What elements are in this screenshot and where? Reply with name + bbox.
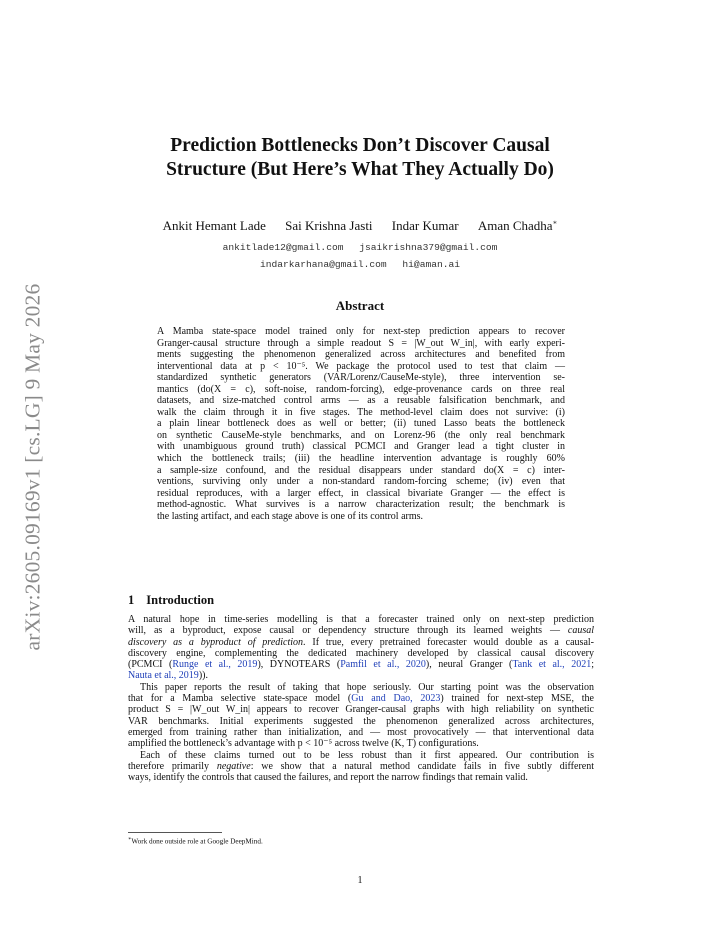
email-row <box>100 256 620 273</box>
paper-title <box>120 134 600 182</box>
paragraph-line <box>128 648 594 659</box>
paragraph-line <box>128 750 594 761</box>
abstract-line: with unambiguous ground truth) classical PCMCI and Granger lead a tight cluster in <box>157 441 565 453</box>
paragraph-line <box>128 693 594 704</box>
emphasis-text: causal <box>567 625 594 637</box>
text-run: ), neural Granger ( <box>425 659 513 671</box>
text-run: ways, identify the controls that caused the failures, and report the narrow findings that remain valid. <box>128 772 528 784</box>
footnote-mark: ∗ <box>128 837 132 842</box>
author-emails <box>100 239 620 273</box>
author-name: Indar Kumar <box>391 218 459 233</box>
abstract-line: standardized synthetic generators (VAR/Lorenz/CauseMe-style), three intervention se- <box>157 372 565 384</box>
footnote <box>128 836 263 845</box>
email-address[interactable]: ankitlade12@gmail.com <box>222 242 344 253</box>
text-run: ; <box>591 659 594 671</box>
abstract-line: a sample-size confound, and the residual disappears under standard do(X = c) inter- <box>157 464 565 476</box>
email-row <box>100 239 620 256</box>
paragraph-line <box>128 716 594 727</box>
text-run: product S = |W_out W_in| appears to recover Granger-causal graphs with high reliability on synthetic <box>128 704 594 716</box>
text-run: A natural hope in time-series modelling is that a forecaster trained only on next-step prediction <box>128 614 594 625</box>
citation-link[interactable]: Pamfil et al., 2020 <box>340 659 426 671</box>
abstract-line: a plain linear bottleneck does as well or better; (ii) tuned Lasso beats the bottleneck <box>157 418 565 430</box>
abstract-line: mantics (do(X = c), soft-noise, random-forcing), edge-provenance cards on three real <box>157 383 565 395</box>
abstract-body <box>157 326 565 522</box>
paragraph-line <box>128 659 594 670</box>
abstract-line: interventional data at p < 10⁻⁵. We package the protocol used to test that claim — <box>157 360 565 372</box>
citation-link[interactable]: Gu and Dao, 2023 <box>351 693 441 705</box>
emphasis-text: discovery as a byproduct of prediction <box>128 636 304 648</box>
text-run: (PCMCI ( <box>128 659 173 671</box>
citation-link[interactable]: Nauta et al., 2019 <box>128 670 199 682</box>
text-run: )). <box>198 670 208 682</box>
abstract-line: walk the claim through it in five stages. The method-level claim does not survive: (i) <box>157 406 565 418</box>
section-heading <box>128 593 214 608</box>
text-run: emerged from training rather than initialization, and — most provocatively — that interventional data <box>128 726 594 738</box>
abstract-line: A Mamba state-space model trained only for next-step prediction appears to recover <box>157 326 565 337</box>
text-run: This paper reports the result of taking that hope seriously. Our starting point was the observation <box>140 681 594 693</box>
text-run: ) trained for next-step MSE, the <box>440 693 595 705</box>
paragraph-line <box>128 637 594 648</box>
emphasis-text: negative <box>216 760 251 772</box>
paragraph-line <box>128 738 594 749</box>
paragraph-line <box>128 704 594 715</box>
text-run: that for a Mamba selective state-space model ( <box>128 693 352 705</box>
paragraph-line <box>128 614 594 625</box>
section-number: 1 <box>128 593 135 607</box>
text-run: ), DYNOTEARS ( <box>257 659 341 671</box>
footnote-text: Work done outside role at Google DeepMind. <box>131 837 263 846</box>
author-name: Sai Krishna Jasti <box>285 218 373 233</box>
abstract-line: ventions, surviving only under a non-standard random-forcing scheme; (iv) even that <box>157 476 565 488</box>
footnote-divider <box>128 832 222 833</box>
abstract-line: method-agnostic. What survives is a narrow characterization result; the benchmark is <box>157 499 565 511</box>
email-address[interactable]: indarkarhana@gmail.com <box>259 259 387 270</box>
text-run: will, as a byproduct, expose causal or dependency structure through its learned weights — <box>128 625 568 637</box>
paper-title-line-2: Structure (But Here’s What They Actually Do) <box>166 159 554 180</box>
introduction-body <box>128 614 594 783</box>
paragraph-line <box>128 761 594 772</box>
text-run: Each of these claims turned out to be less robust than it first appeared. Our contribution is <box>140 749 594 761</box>
abstract-line: ments suggesting the phenomenon generalized across architectures and benefited from <box>157 349 565 361</box>
author-name: Ankit Hemant Lade <box>162 218 266 233</box>
citation-link[interactable]: Runge et al., 2019 <box>172 659 258 671</box>
email-address[interactable]: jsaikrishna379@gmail.com <box>359 242 498 253</box>
email-address[interactable]: hi@aman.ai <box>402 259 460 270</box>
paragraph-line <box>128 625 594 636</box>
paragraph-line <box>128 670 594 681</box>
section-title: Introduction <box>146 593 215 607</box>
paragraph <box>128 614 594 682</box>
abstract-line: datasets, and size-matched control arms — as a reusable falsification benchmark, and <box>157 395 565 407</box>
abstract-line: on synthetic CauseMe-style benchmarks, and on Lorenz-96 (the only real benchmark <box>157 429 565 441</box>
page-number: 1 <box>357 875 363 886</box>
paragraph-line <box>128 772 594 783</box>
text-run: discovery engine, complementing the dedicated machinery developed by classical causal discovery <box>128 647 594 659</box>
abstract-line: Granger-causal structure through a simple readout S = |W_out W_in|, with early experi- <box>157 337 565 349</box>
abstract-line: which the bottleneck trails; (iii) the headline intervention advantage is roughly 60% <box>157 453 565 465</box>
citation-link[interactable]: Tank et al., 2021 <box>512 659 592 671</box>
text-run: therefore primarily <box>128 760 217 772</box>
author-list <box>100 218 620 234</box>
abstract-line: residual reproduces, with a larger effect, in classical bivariate Granger — the effect is <box>157 487 565 499</box>
text-run: : we show that a natural method candidate fails in five subtly different <box>250 760 595 772</box>
text-run: amplified the bottleneck’s advantage with p < 10⁻⁵ across twelve (K, T) configurations. <box>128 738 479 750</box>
abstract-heading: Abstract <box>335 298 385 313</box>
paragraph-line <box>128 727 594 738</box>
paragraph <box>128 682 594 750</box>
paper-title-line-1: Prediction Bottlenecks Don’t Discover Causal <box>170 135 550 156</box>
paragraph <box>128 750 594 784</box>
paragraph-line <box>128 682 594 693</box>
arxiv-identifier-text: arXiv:2605.09169v1 [cs.LG] 9 May 2026 <box>20 283 45 651</box>
abstract-line: the lasting artifact, and each stage above is one of its control arms. <box>157 510 424 522</box>
text-run: VAR benchmarks. Initial experiments suggested the phenomenon generalized across architectures, <box>128 715 594 727</box>
author-name: Aman Chadha∗ <box>477 218 558 233</box>
text-run: . If true, every pretrained forecaster would double as a causal- <box>303 636 594 648</box>
arxiv-identifier-stamp <box>14 262 52 672</box>
